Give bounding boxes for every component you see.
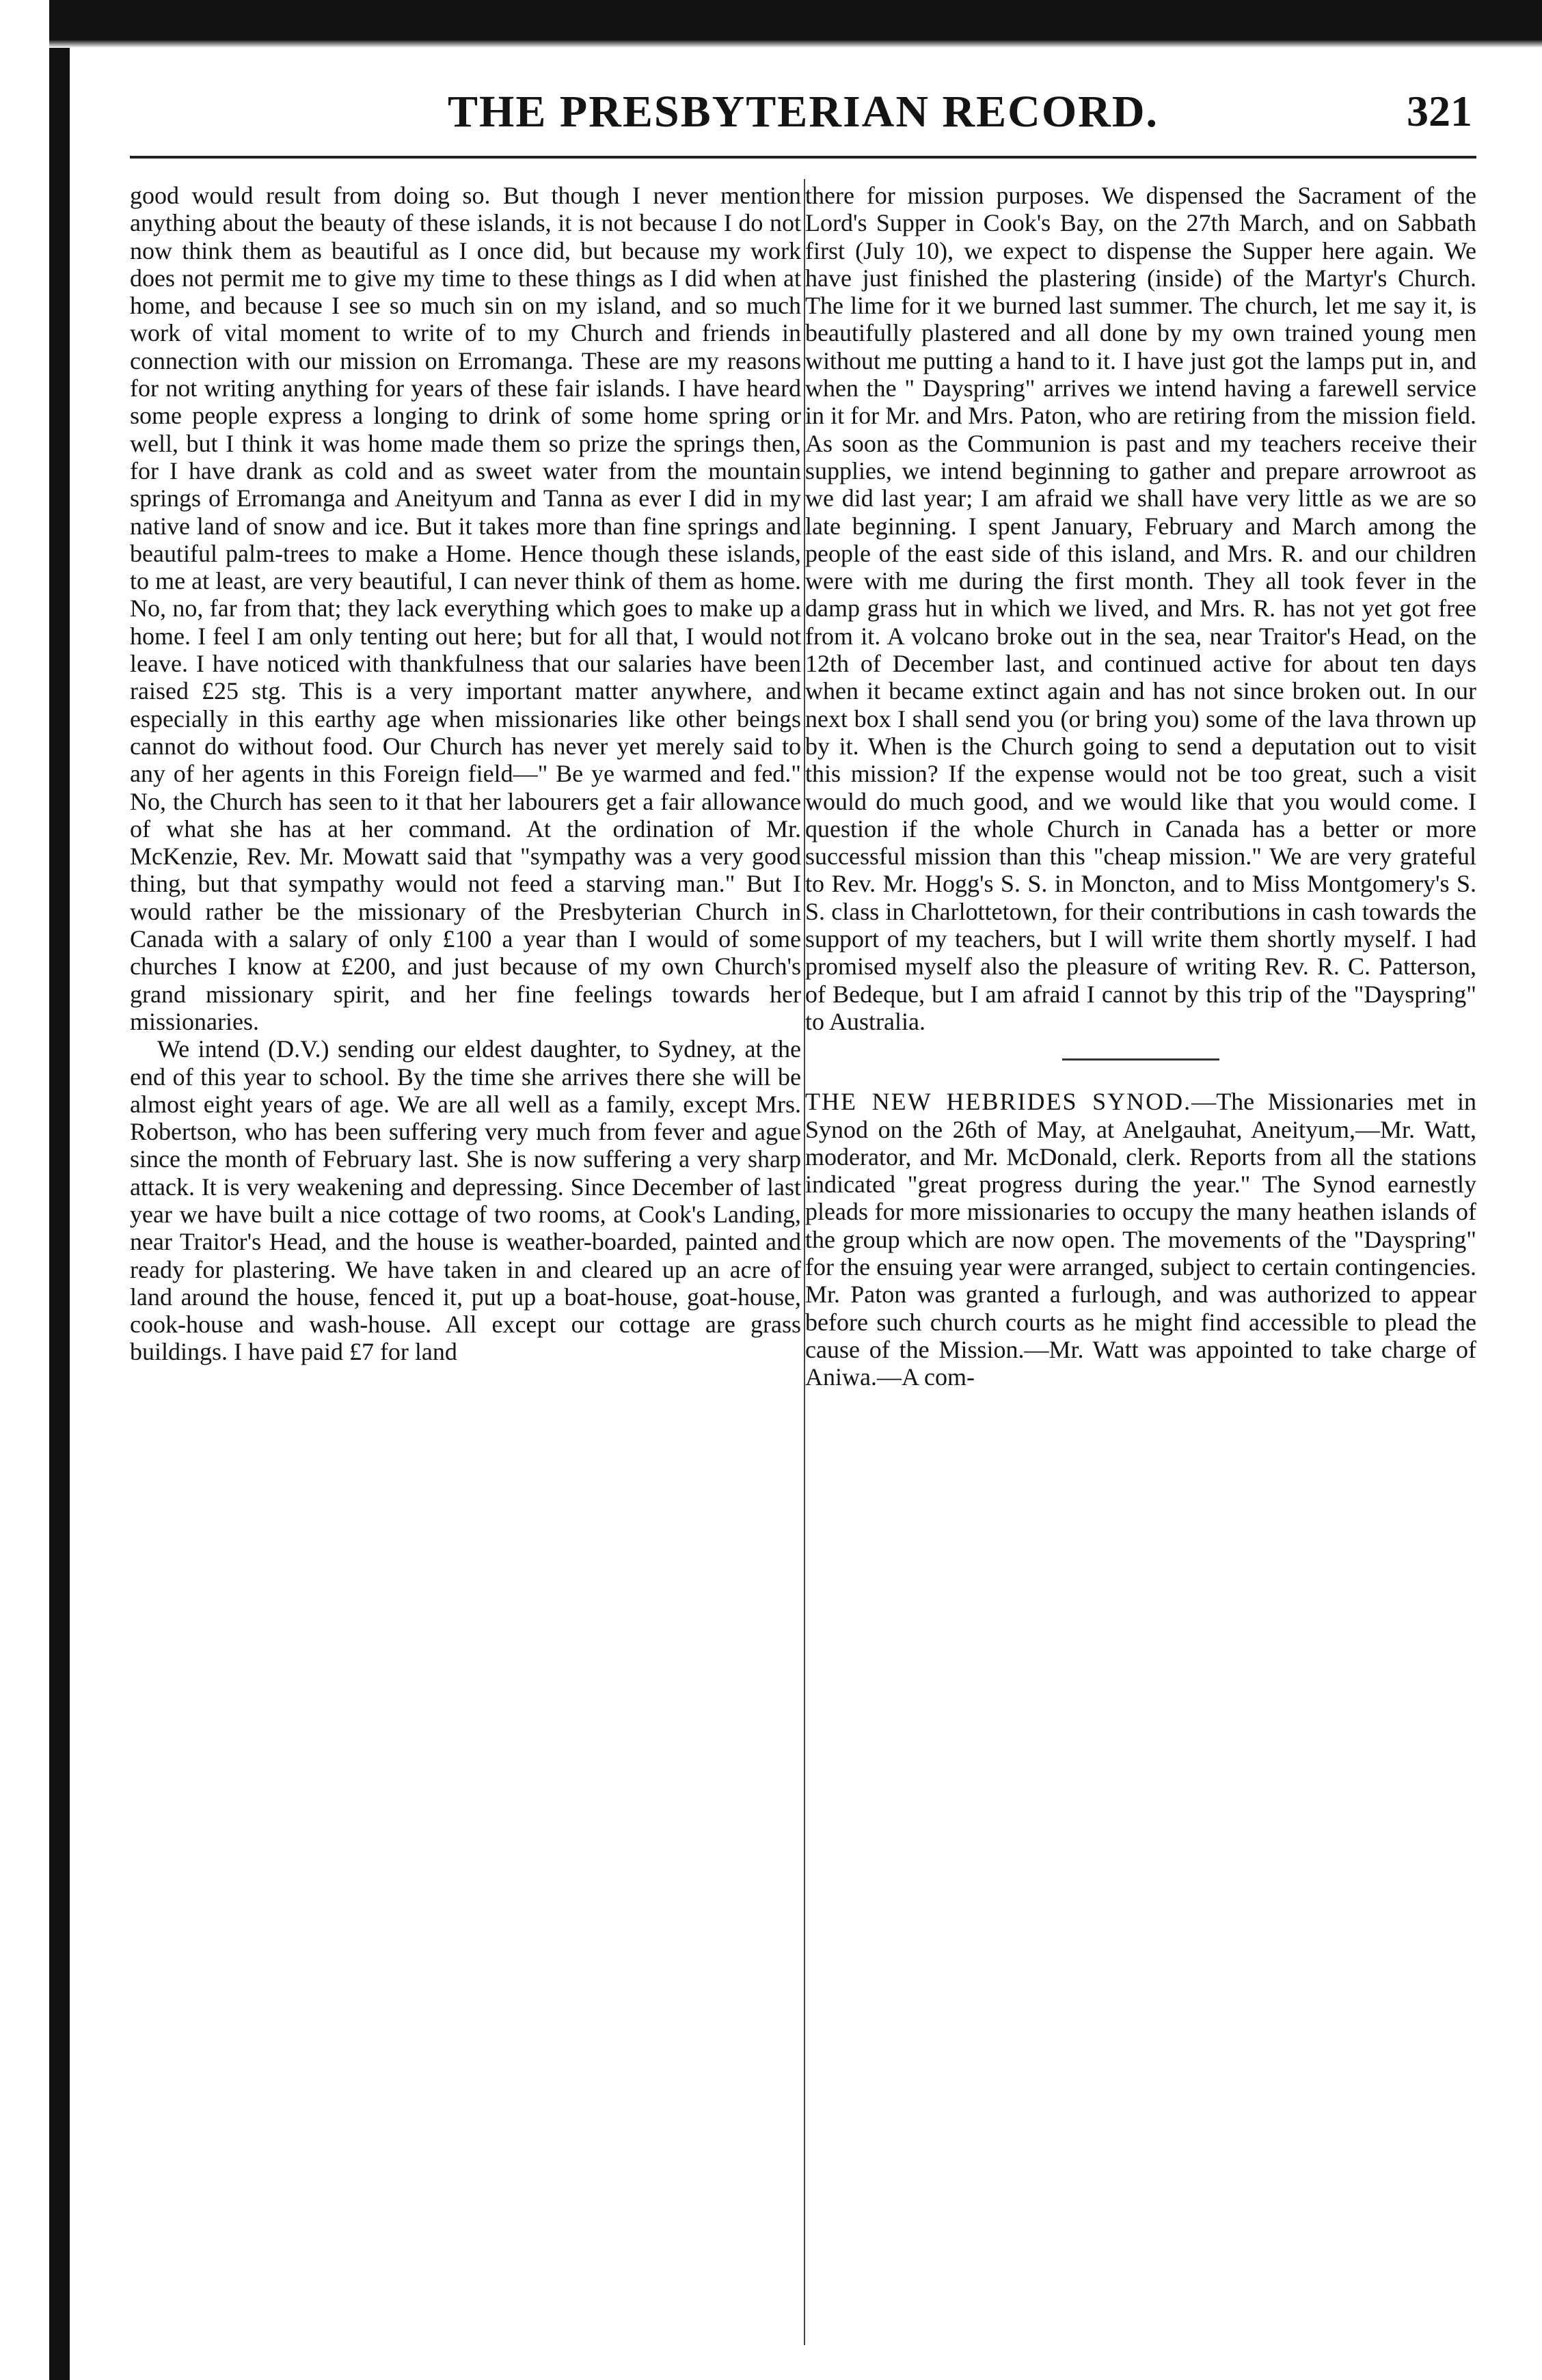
synod-text: —The Missionaries met in Synod on the 26th of May, at Anelgauhat, Aneityum,—Mr. Watt, moderator, and Mr. McDonald, clerk. Reports from all the stations indicated "great progress during the year." The Synod earnestly pleads for more missionaries to occupy the many heathen islands of the group which are now open. The movements of the "Dayspring" for the ensuing year were arranged, subject to certain contingencies. Mr. Paton was granted a furlough, and was authorized to appear before such church courts as he might find accessible to plead the cause of the Mission.—Mr. Watt was appointed to take charge of Aniwa.—A com-	[805, 1088, 1476, 1391]
page-header	[130, 81, 1476, 149]
left-paragraph-1: good would result from doing so. But though I never mention anything about the beauty of these islands, it is not because I do not now think them as beautiful as I once did, but because my work does not permit me to give my time to these things as I did when at home, and because I see so much sin on my island, and so much work of vital moment to write of to my Church and friends in connection with our mission on Erromanga. These are my reasons for not writing anything for years of these fair islands. I have heard some people express a longing to drink of some home spring or well, but I think it was home made them so prize the springs then, for I have drank as cold and as sweet water from the mountain springs of Erromanga and Aneityum and Tanna as ever I did in my native land of snow and ice. But it takes more than fine springs and beautiful palm-trees to make a Home. Hence though these islands, to me at least, are very beautiful, I can never think of them as home. No, no, far from that; they lack everything which goes to make up a home. I feel I am only tenting out here; but for all that, I would not leave. I have noticed with thankfulness that our salaries have been raised £25 stg. This is a very important matter anywhere, and especially in this earthy age when missionaries like other beings cannot do without food. Our Church has never yet merely said to any of her agents in this Foreign field—" Be ye warmed and fed." No, the Church has seen to it that her labourers get a fair allowance of what she has at her command. At the ordination of Mr. McKenzie, Rev. Mr. Mowatt said that "sympathy was a very good thing, but that sympathy would not feed a starving man." But I would rather be the missionary of the Presbyterian Church in Canada with a salary of only £100 a year than I would of some churches I know at £200, and just because of my own Church's grand missionary spirit, and her fine feelings towards her missionaries.	[130, 182, 801, 1035]
page-number: 321	[1407, 87, 1472, 135]
scan-edge-left	[49, 0, 70, 2380]
left-paragraph-2: We intend (D.V.) sending our eldest daughter, to Sydney, at the end of this year to school. By the time she arrives there she will be almost eight years of age. We are all well as a family, except Mrs. Robertson, who has been suffering very much from fever and ague since the month of February last. She is now suffering a very sharp attack. It is very weakening and depressing. Since December of last year we have built a nice cottage of two rooms, at Cook's Landing, near Traitor's Head, and the house is weather-boarded, painted and ready for plastering. We have taken in and cleared up an acre of land around the house, fenced it, put up a boat-house, goat-house, cook-house and wash-house. All except our cottage are grass buildings. I have paid £7 for land	[130, 1035, 801, 1366]
publication-title: THE PRESBYTERIAN RECORD.	[448, 87, 1159, 137]
synod-heading: THE NEW HEBRIDES SYNOD.	[805, 1088, 1192, 1116]
scan-edge-top	[49, 0, 1542, 48]
right-paragraph-1: there for mission purposes. We dispensed the Sacrament of the Lord's Supper in Cook's Bay, on the 27th March, and on Sabbath first (July 10), we expect to dispense the Supper here again. We have just finished the plastering (inside) of the Martyr's Church. The lime for it we burned last summer. The church, let me say it, is beautifully plastered and all done by my own trained young men without me putting a hand to it. I have just got the lamps put in, and when the " Dayspring" arrives we intend having a farewell service in it for Mr. and Mrs. Paton, who are retiring from the mission field. As soon as the Communion is past and my teachers receive their supplies, we intend beginning to gather and prepare arrowroot as we did last year; I am afraid we shall have very little as we are so late beginning. I spent January, February and March among the people of the east side of this island, and Mrs. R. and our children were with me during the first month. They all took fever in the damp grass hut in which we lived, and Mrs. R. has not yet got free from it. A volcano broke out in the sea, near Traitor's Head, on the 12th of December last, and continued active for about ten days when it became extinct again and has not since broken out. In our next box I shall send you (or bring you) some of the lava thrown up by it. When is the Church going to send a deputation out to visit this mission? If the expense would not be too great, such a visit would do much good, and we would like that you would come. I question if the whole Church in Canada has a better or more successful mission than this "cheap mission." We are very grateful to Rev. Mr. Hogg's S. S. in Moncton, and to Miss Montgomery's S. S. class in Charlottetown, for their contributions in cash towards the support of my teachers, but I will write them shortly myself. I had promised myself also the pleasure of writing Rev. R. C. Patterson, of Bedeque, but I am afraid I cannot by this trip of the "Dayspring" to Australia.	[805, 182, 1476, 1035]
left-column	[130, 182, 801, 2334]
section-separator	[1062, 1058, 1219, 1061]
right-column	[805, 182, 1476, 2334]
synod-paragraph	[805, 1088, 1476, 1391]
header-rule	[130, 156, 1476, 159]
